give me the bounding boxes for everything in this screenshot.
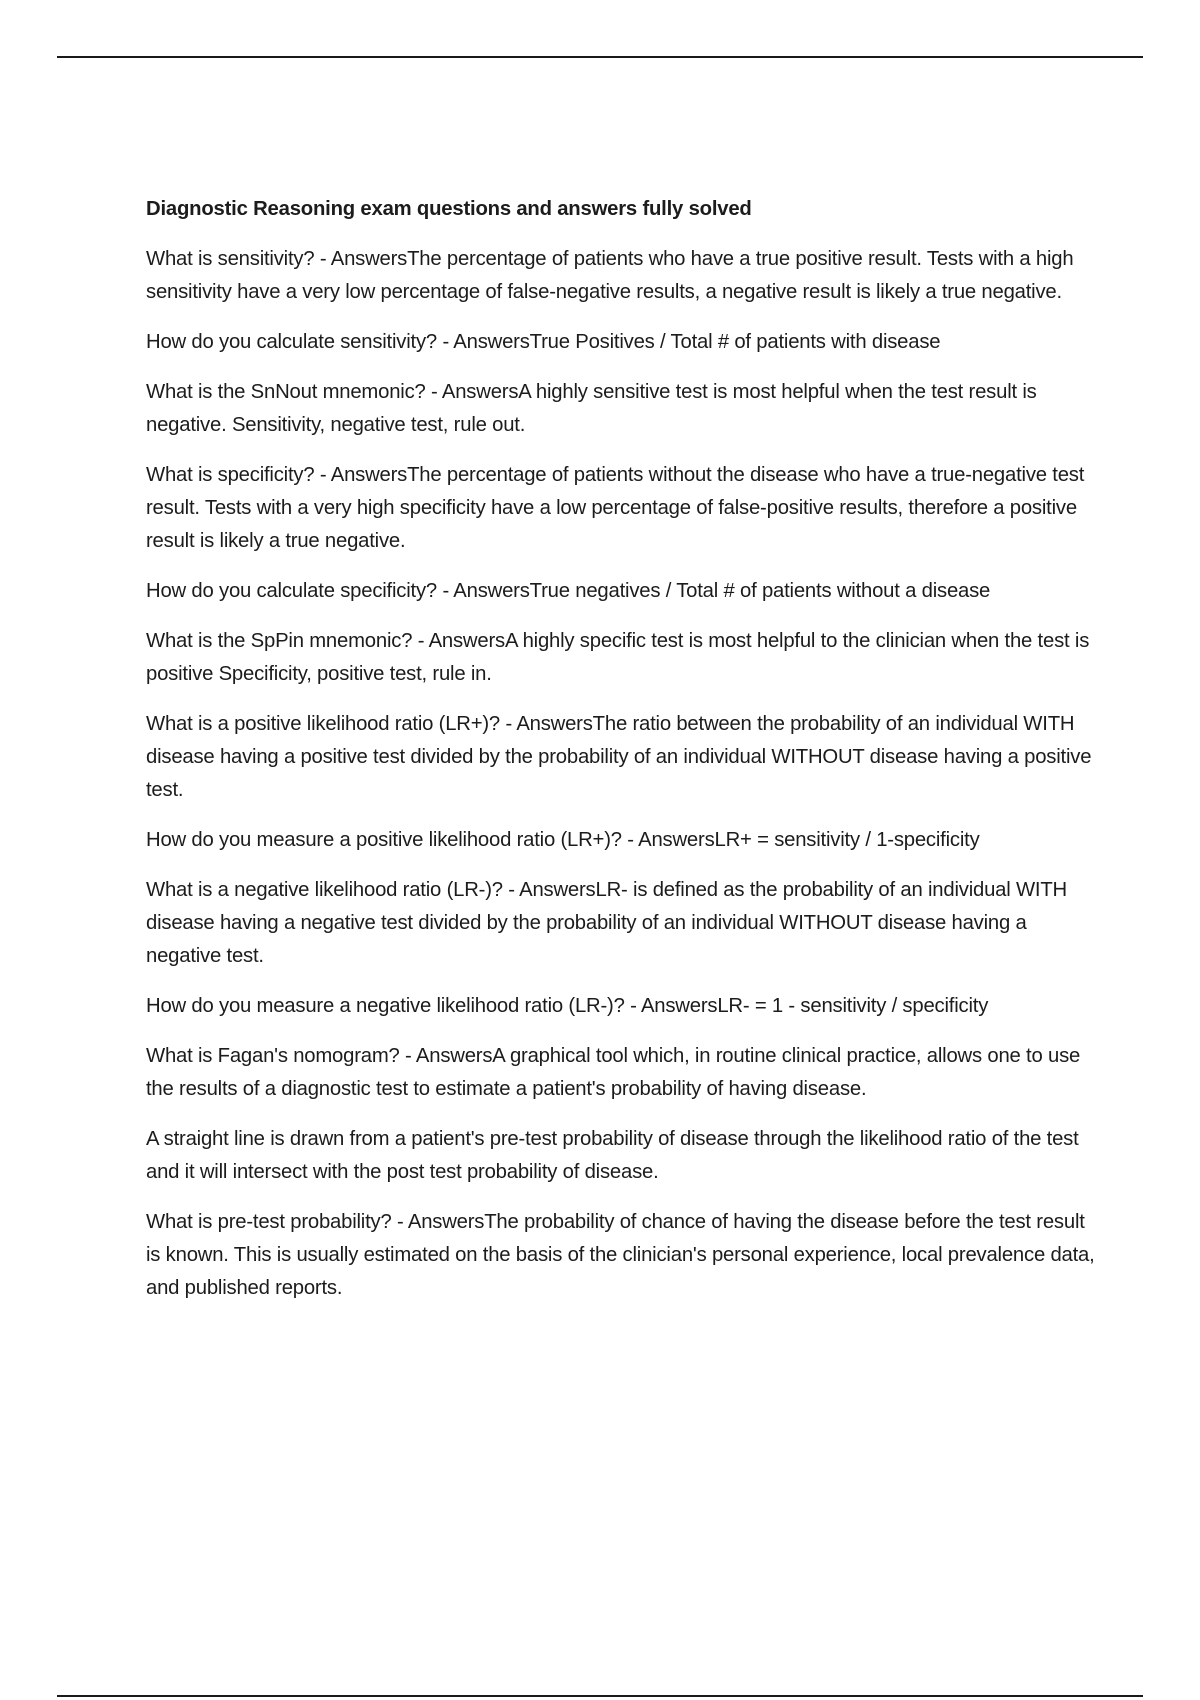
document-body [146,193,1098,1322]
qa-paragraph-measure-negative-lr: How do you measure a negative likelihood ratio (LR-)? - AnswersLR- = 1 - sensitivity / specificity [146,995,989,1017]
qa-paragraph-positive-lr: What is a positive likelihood ratio (LR+)? - AnswersThe ratio between the probability of an individual WITH disease having a positive test divided by the probability of an individual WITHOUT disease having a positive test. [146,713,1092,801]
qa-paragraph-sensitivity: What is sensitivity? - AnswersThe percentage of patients who have a true positive result. Tests with a high sensitivity have a very low percentage of false-negative results, a negative result is likely a true negative. [146,248,1074,303]
qa-paragraph-snnout: What is the SnNout mnemonic? - AnswersA highly sensitive test is most helpful when the test result is negative. Sensitivity, negative test, rule out. [146,381,1037,436]
qa-paragraph-calc-specificity: How do you calculate specificity? - AnswersTrue negatives / Total # of patients without a disease [146,580,991,602]
header-rule [57,56,1143,58]
document-title: Diagnostic Reasoning exam questions and answers fully solved [146,198,752,220]
qa-paragraph-nomogram-line: A straight line is drawn from a patient's pre-test probability of disease through the likelihood ratio of the test and it will intersect with the post test probability of disease. [146,1128,1079,1183]
footer-rule [57,1695,1143,1697]
qa-paragraph-sppin: What is the SpPin mnemonic? - AnswersA highly specific test is most helpful to the clinician when the test is positive Specificity, positive test, rule in. [146,630,1090,685]
qa-paragraph-pretest-probability: What is pre-test probability? - AnswersThe probability of chance of having the disease before the test result is known. This is usually estimated on the basis of the clinician's personal experience, local prevalence data, and published reports. [146,1211,1095,1299]
qa-paragraph-negative-lr: What is a negative likelihood ratio (LR-)? - AnswersLR- is defined as the probability of an individual WITH disease having a negative test divided by the probability of an individual WITHOUT disease having a negative test. [146,879,1067,967]
qa-paragraph-calc-sensitivity: How do you calculate sensitivity? - AnswersTrue Positives / Total # of patients with disease [146,331,941,353]
qa-paragraph-specificity: What is specificity? - AnswersThe percentage of patients without the disease who have a true-negative test result. Tests with a very high specificity have a low percentage of false-positive results, therefore a positive result is likely a true negative. [146,464,1085,552]
qa-paragraph-measure-positive-lr: How do you measure a positive likelihood ratio (LR+)? - AnswersLR+ = sensitivity / 1-specificity [146,829,980,851]
qa-paragraph-fagan-nomogram: What is Fagan's nomogram? - AnswersA graphical tool which, in routine clinical practice, allows one to use the results of a diagnostic test to estimate a patient's probability of having disease. [146,1045,1081,1100]
